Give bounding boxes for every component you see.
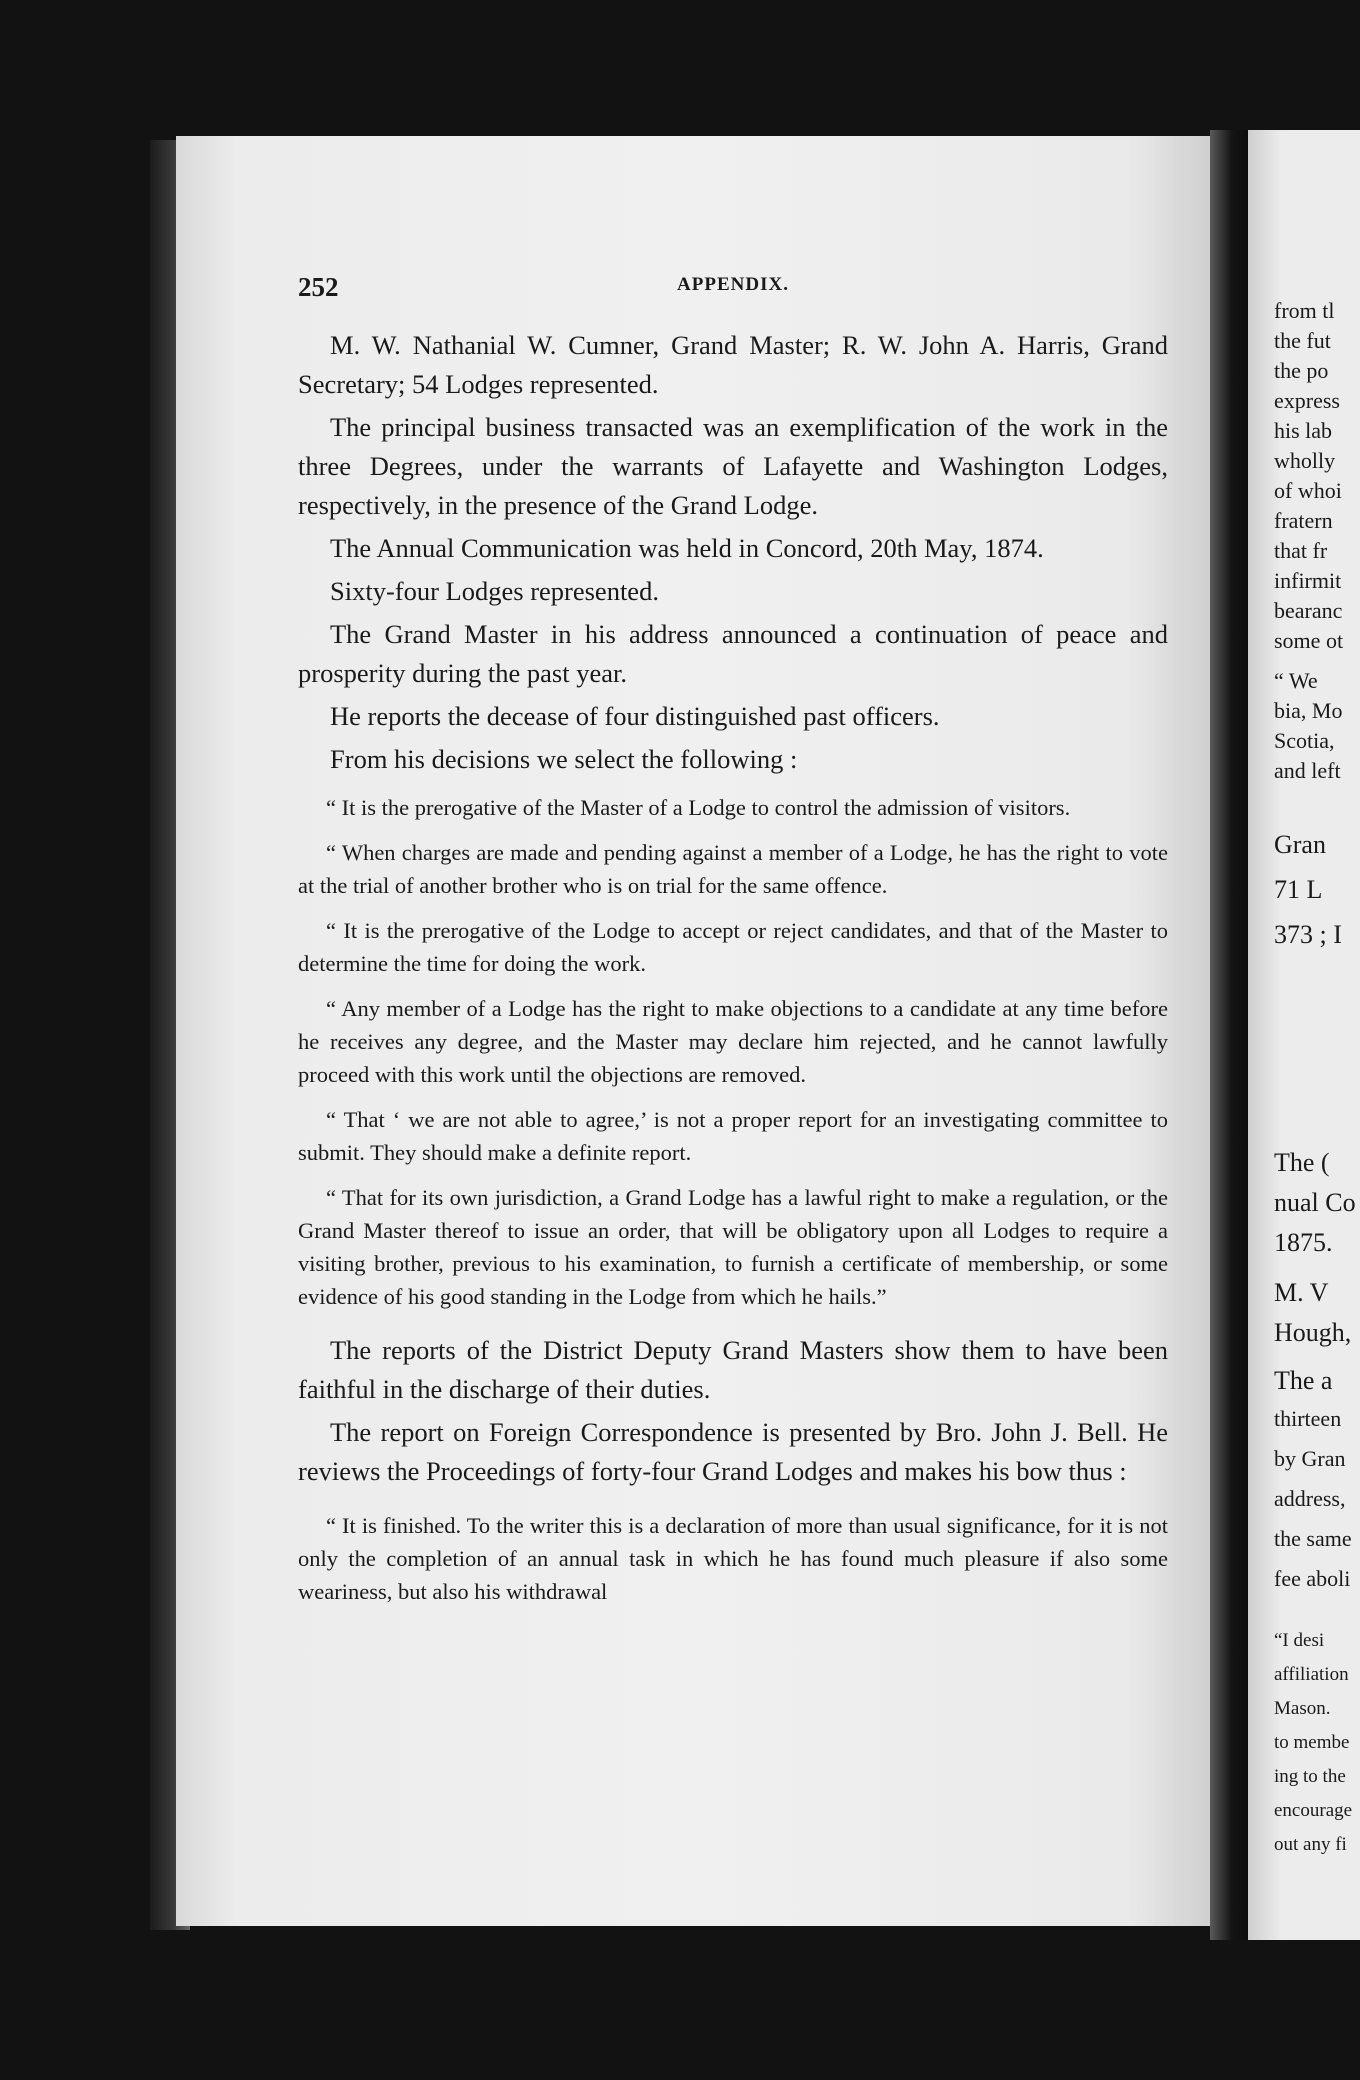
paragraph-decisions-intro: From his decisions we select the following : xyxy=(330,744,798,774)
paragraph-deceased-officers: He reports the decease of four distinguished past officers. xyxy=(330,701,940,731)
facing-page-line: nual Co xyxy=(1274,1188,1356,1217)
decision-quote: “ That for its own jurisdiction, a Grand Lodge has a lawful right to make a regulation, or the Grand Master thereof to issue an order, that will be obligatory upon all Lodges to require a visiting brother, previous to his examination, to furnish a certificate of membership, or some evidence of his good standing in the Lodge from which he hails.” xyxy=(298,1185,1168,1309)
facing-page-line: fratern xyxy=(1274,508,1333,533)
facing-page-line: bia, Mo xyxy=(1274,698,1343,723)
facing-page-line: M. V xyxy=(1274,1278,1329,1307)
facing-page-line: 71 L xyxy=(1274,875,1323,904)
paragraph-business: The principal business transacted was an exemplification of the work in the three Degrees, under the warrants of Lafayette and Washington Lodges, respectively, in the presence of the Grand Lodge. xyxy=(298,412,1168,520)
page-number: 252 xyxy=(298,272,339,302)
paragraph-district-reports: The reports of the District Deputy Grand Masters show them to have been faithful in the discharge of their duties. xyxy=(298,1335,1168,1404)
facing-page-line: 1875. xyxy=(1274,1228,1333,1257)
paragraph-grand-master-address: The Grand Master in his address announced a continuation of peace and prosperity during the past year. xyxy=(298,619,1168,688)
decision-quote: “ When charges are made and pending against a member of a Lodge, he has the right to vote at the trial of another brother who is on trial for the same offence. xyxy=(298,840,1168,898)
decision-quote: “ It is the prerogative of the Lodge to accept or reject candidates, and that of the Master to determine the time for doing the work. xyxy=(298,918,1168,976)
facing-page-line: Hough, xyxy=(1274,1318,1352,1347)
facing-page-line: address, xyxy=(1274,1486,1346,1511)
facing-page-line: the po xyxy=(1274,358,1329,383)
facing-page-line: fee aboli xyxy=(1274,1566,1351,1591)
paragraph-lodges-represented: Sixty-four Lodges represented. xyxy=(330,576,659,606)
facing-page-line: bearanc xyxy=(1274,598,1343,623)
facing-page-line: Mason. xyxy=(1274,1698,1331,1719)
facing-page-line: the fut xyxy=(1274,328,1331,353)
facing-page-line: from tl xyxy=(1274,298,1335,323)
paragraph-foreign-correspondence: The report on Foreign Correspondence is presented by Bro. John J. Bell. He reviews the Proceedings of forty-four Grand Lodges and makes his bow thus : xyxy=(298,1417,1168,1486)
book-gutter xyxy=(1210,130,1250,1940)
facing-page-line: by Gran xyxy=(1274,1446,1346,1471)
facing-page-line: 373 ; I xyxy=(1274,920,1342,949)
decision-quote: “ It is the prerogative of the Master of a Lodge to control the admission of visitors. xyxy=(326,795,1071,820)
facing-page-line: the same xyxy=(1274,1526,1352,1551)
facing-page-line: The ( xyxy=(1274,1148,1330,1177)
decision-quote: “ Any member of a Lodge has the right to make objections to a candidate at any time before he receives any degree, and the Master may declare him rejected, and he cannot lawfully proceed with this work until the objections are removed. xyxy=(298,996,1168,1087)
facing-page-line: wholly xyxy=(1274,448,1336,473)
facing-page-line: The a xyxy=(1274,1366,1333,1395)
paragraph-annual-communication: The Annual Communication was held in Concord, 20th May, 1874. xyxy=(330,533,1044,563)
facing-page-line: ing to the xyxy=(1274,1766,1346,1787)
facing-page-line: out any fi xyxy=(1274,1834,1347,1855)
book-page xyxy=(176,136,1210,1926)
facing-page-line: to membe xyxy=(1274,1732,1350,1753)
facing-page-line: some ot xyxy=(1274,628,1344,653)
page-header xyxy=(298,272,1168,312)
facing-page-line: “ We xyxy=(1274,668,1318,693)
running-head: APPENDIX. xyxy=(677,274,789,295)
facing-page-line: infirmit xyxy=(1274,568,1342,593)
facing-page-line: his lab xyxy=(1274,418,1333,443)
closing-quote: “ It is finished. To the writer this is a declaration of more than usual significance, for it is not only the completion of an annual task in which he has found much pleasure if also some weariness, but also his withdrawal xyxy=(298,1513,1168,1604)
facing-page-line: affiliation xyxy=(1274,1664,1349,1685)
paragraph-officers: M. W. Nathanial W. Cumner, Grand Master; R. W. John A. Harris, Grand Secretary; 54 Lodges represented. xyxy=(298,330,1168,399)
decision-quote: “ That ‘ we are not able to agree,’ is not a proper report for an investigating committee to submit. They should make a definite report. xyxy=(298,1107,1168,1165)
facing-page-line: “I desi xyxy=(1274,1630,1325,1651)
facing-page-line: that fr xyxy=(1274,538,1328,563)
facing-page-line: and left xyxy=(1274,758,1341,783)
facing-page-line: encourage xyxy=(1274,1800,1353,1821)
facing-page-line: Scotia, xyxy=(1274,728,1335,753)
page-body xyxy=(298,326,1168,1608)
facing-page-fragment xyxy=(1248,130,1360,1940)
facing-page-line: express xyxy=(1274,388,1340,413)
facing-page-line: Gran xyxy=(1274,830,1326,859)
facing-page-line: of whoi xyxy=(1274,478,1342,503)
facing-page-line: thirteen xyxy=(1274,1406,1342,1431)
